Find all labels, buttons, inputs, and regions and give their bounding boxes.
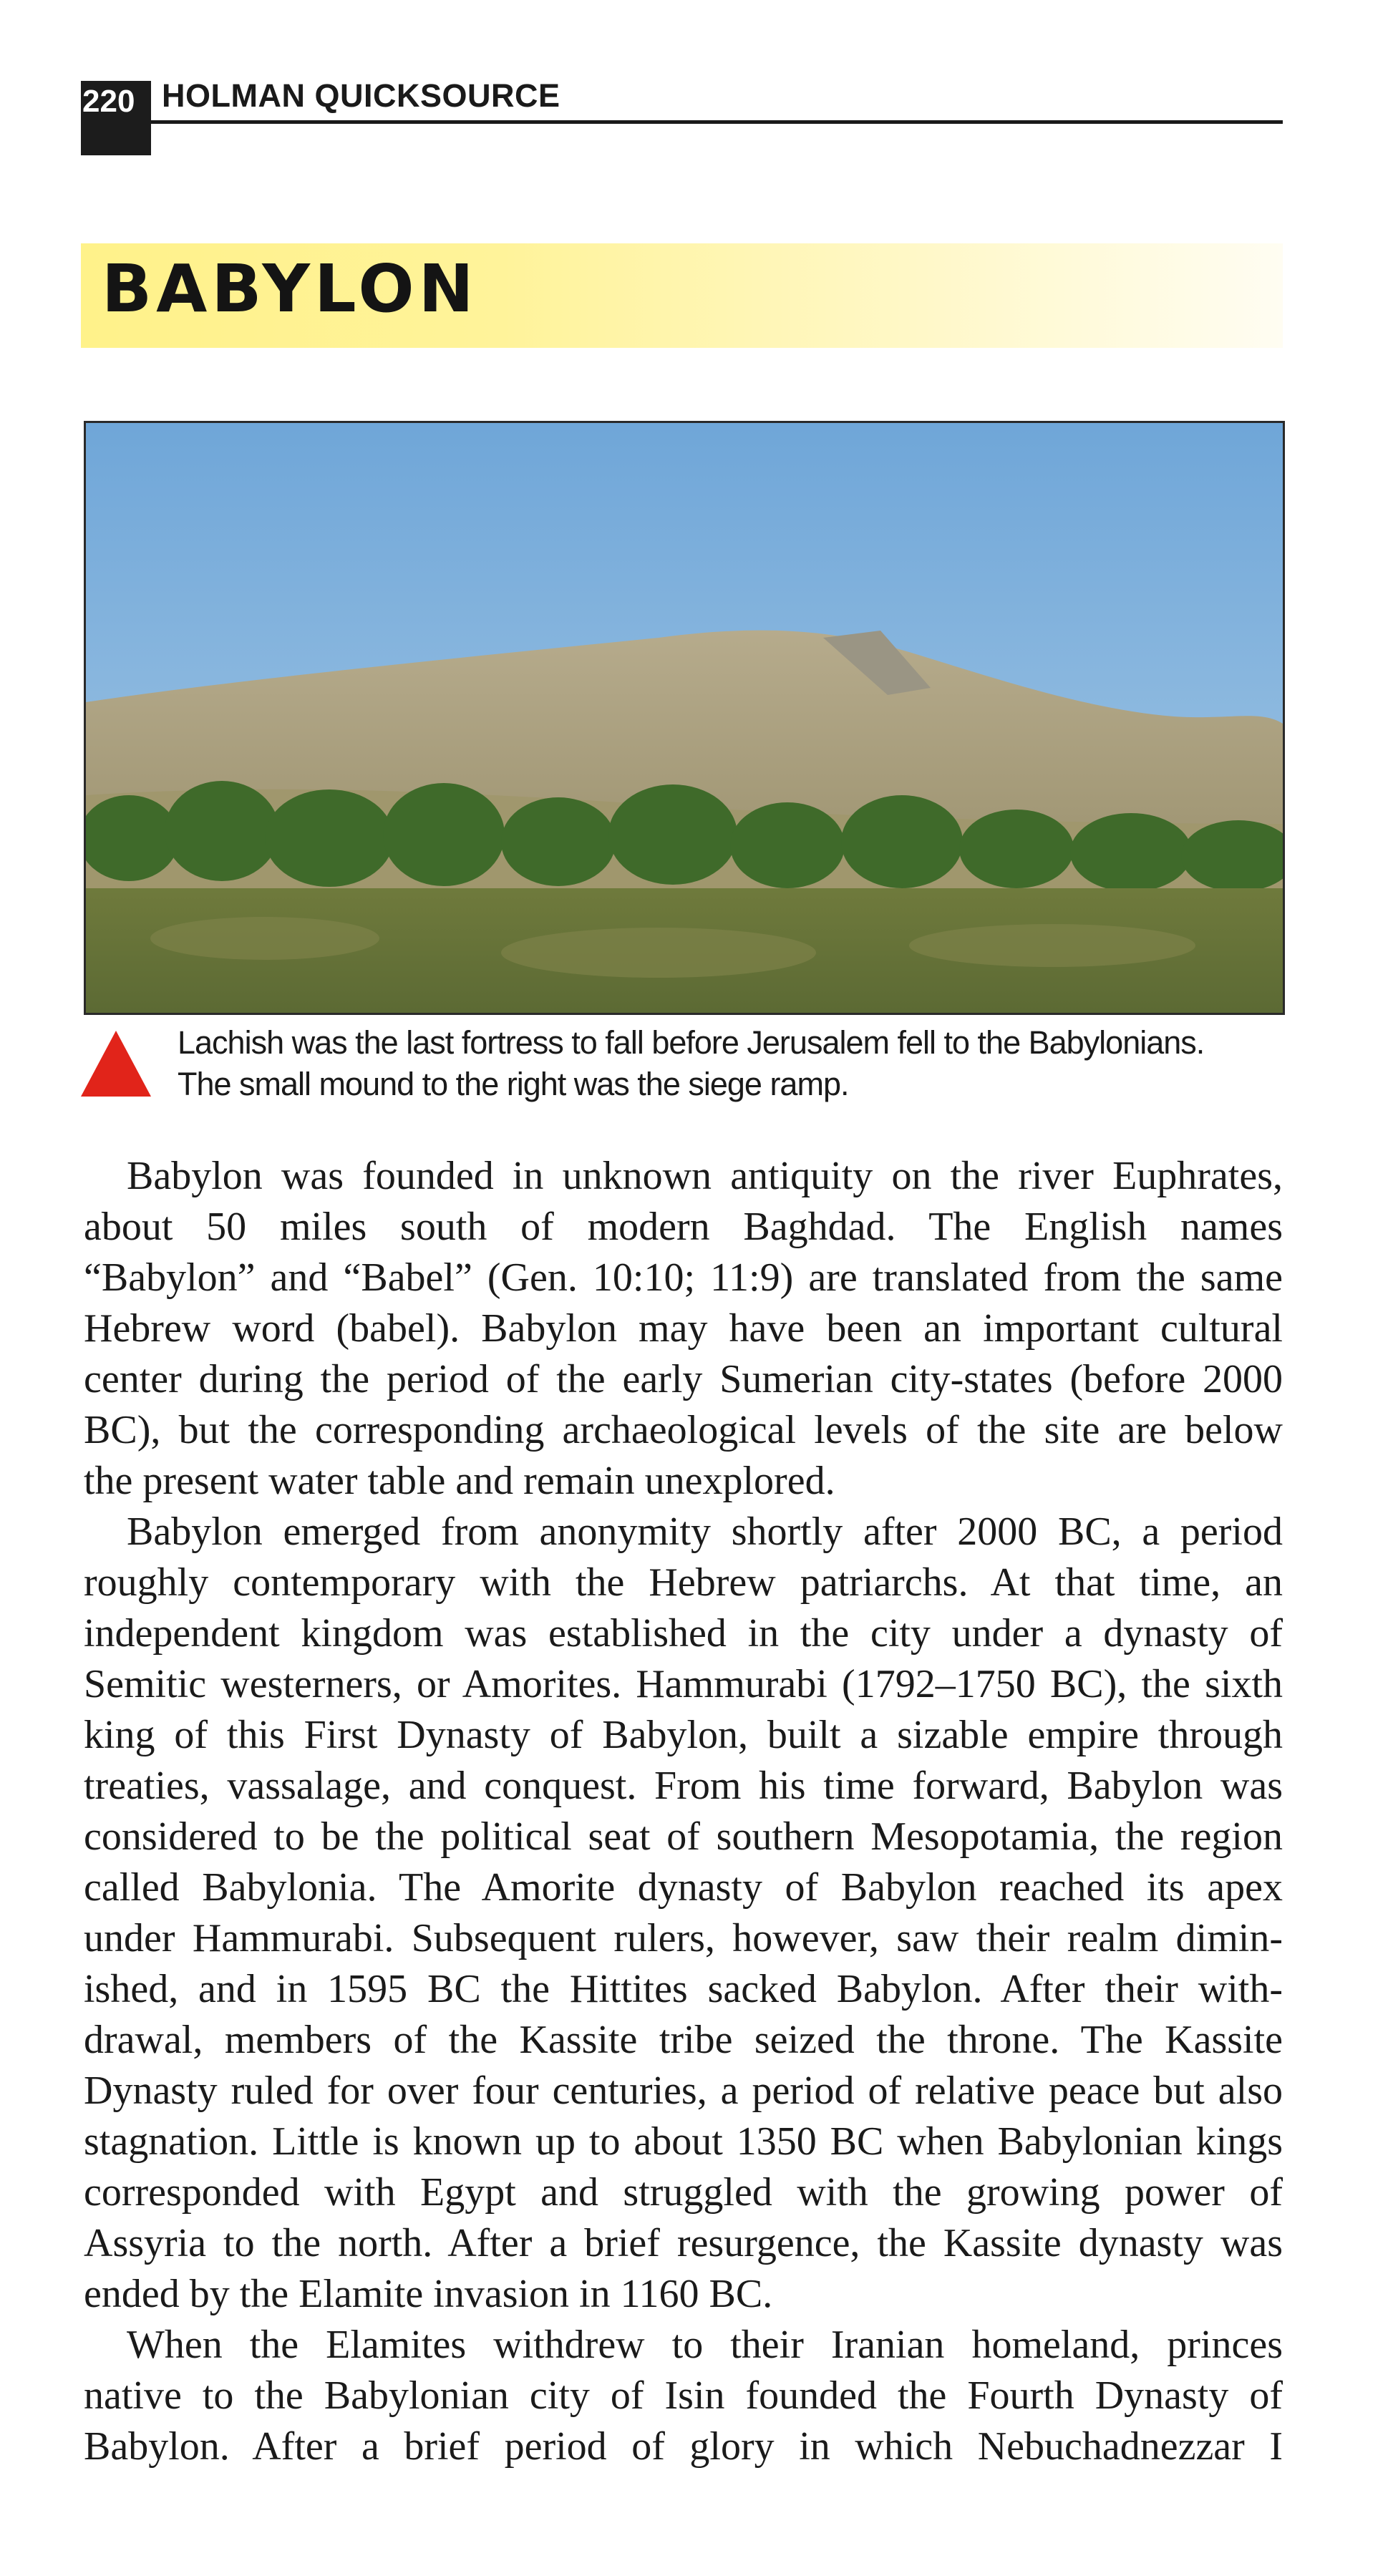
body-line: native to the Babylonian city of Isin founded the Fourth Dynasty of bbox=[84, 2373, 1283, 2418]
body-line: Babylon emerged from anonymity shortly after 2000 BC, a period bbox=[127, 1510, 1283, 1554]
body-line: king of this First Dynasty of Babylon, built a sizable empire through bbox=[84, 1713, 1283, 1757]
caption-line: Lachish was the last fortress to fall before Jerusalem fell to the Babylonians. bbox=[178, 1024, 1205, 1061]
body-line: ended by the Elamite invasion in 1160 BC. bbox=[84, 2272, 773, 2316]
lachish-photo bbox=[84, 421, 1285, 1015]
body-line: drawal, members of the Kassite tribe seized the throne. The Kassite bbox=[84, 2018, 1283, 2062]
body-line: treaties, vassalage, and conquest. From his time forward, Babylon was bbox=[84, 1764, 1283, 1808]
body-line: stagnation. Little is known up to about 1350 BC when Babylonian kings bbox=[84, 2119, 1283, 2164]
caption-triangle-icon bbox=[81, 1031, 151, 1100]
body-line: about 50 miles south of modern Baghdad. The English names bbox=[84, 1205, 1283, 1249]
header-rule bbox=[151, 120, 1283, 124]
body-line: Assyria to the north. After a brief resurgence, the Kassite dynasty was bbox=[84, 2221, 1283, 2265]
page-number: 220 bbox=[81, 81, 151, 155]
body-line: Hebrew word (babel). Babylon may have been an important cultural bbox=[84, 1306, 1283, 1351]
photo-caption bbox=[178, 1022, 1294, 1105]
body-line: Babylon. After a brief period of glory in which Nebuchadnezzar I bbox=[84, 2424, 1283, 2469]
body-line: roughly contemporary with the Hebrew patriarchs. At that time, an bbox=[84, 1560, 1283, 1605]
body-line: corresponded with Egypt and struggled with the growing power of bbox=[84, 2170, 1283, 2215]
body-line: Babylon was founded in unknown antiquity on the river Euphrates, bbox=[127, 1154, 1283, 1198]
body-line: When the Elamites withdrew to their Iranian homeland, princes bbox=[127, 2323, 1283, 2367]
caption-line: The small mound to the right was the siege ramp. bbox=[178, 1066, 849, 1102]
body-line: under Hammurabi. Subsequent rulers, however, saw their realm dimin- bbox=[84, 1916, 1283, 1960]
body-line: Semitic westerners, or Amorites. Hammurabi (1792–1750 BC), the sixth bbox=[84, 1662, 1283, 1706]
body-line: center during the period of the early Sumerian city-states (before 2000 bbox=[84, 1357, 1283, 1401]
body-line: BC), but the corresponding archaeological levels of the site are below bbox=[84, 1408, 1283, 1452]
body-line: called Babylonia. The Amorite dynasty of Babylon reached its apex bbox=[84, 1865, 1283, 1910]
page-title: BABYLON bbox=[102, 251, 478, 327]
running-head: HOLMAN QUICKSOURCE bbox=[162, 77, 560, 114]
body-line: considered to be the political seat of southern Mesopotamia, the region bbox=[84, 1814, 1283, 1859]
body-line: independent kingdom was established in the city under a dynasty of bbox=[84, 1611, 1283, 1656]
body-text bbox=[84, 1151, 1283, 2472]
body-line: ished, and in 1595 BC the Hittites sacked Babylon. After their with- bbox=[84, 1967, 1283, 2011]
body-line: “Babylon” and “Babel” (Gen. 10:10; 11:9) are translated from the same bbox=[84, 1255, 1283, 1300]
body-line: Dynasty ruled for over four centuries, a period of relative peace but also bbox=[84, 2069, 1283, 2113]
body-line: the present water table and remain unexplored. bbox=[84, 1459, 835, 1503]
